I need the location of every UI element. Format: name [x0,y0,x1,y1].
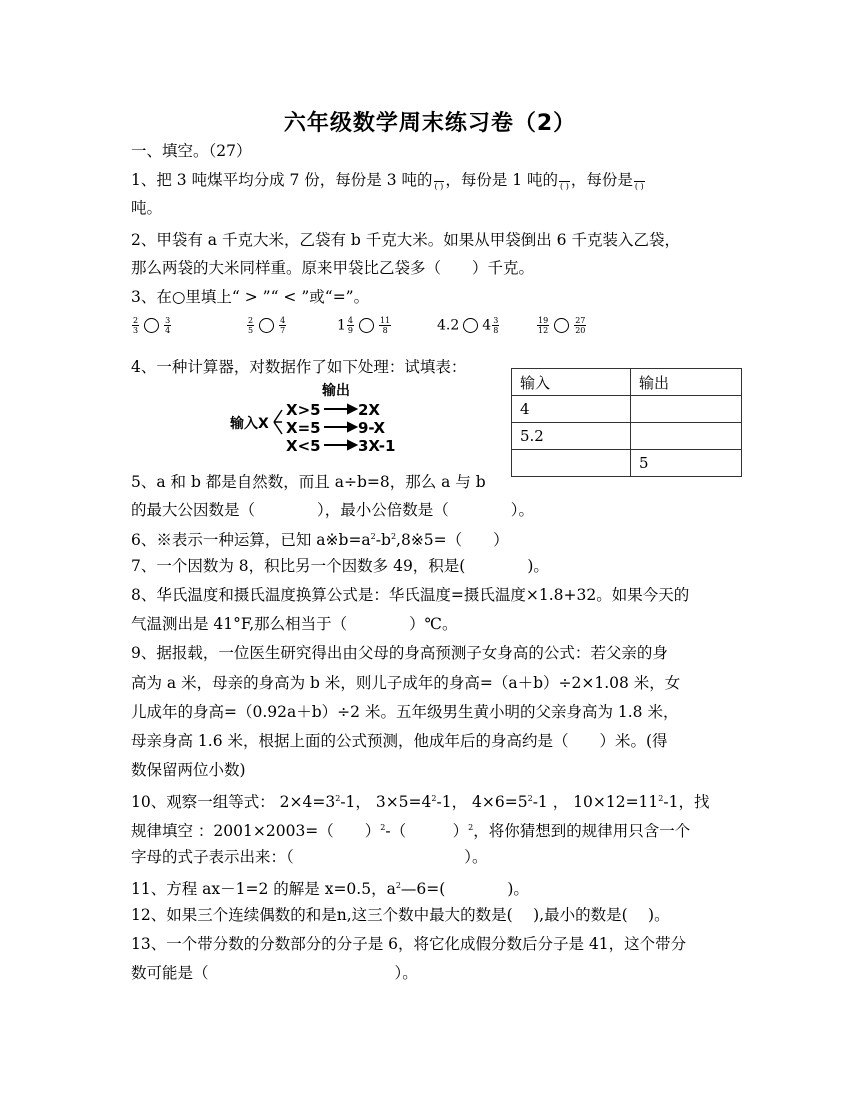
table-cell: 5 [631,450,742,477]
table-header-input: 输入 [512,369,631,396]
page-title: 六年级数学周末练习卷（2） [283,111,577,136]
section-heading: 一、填空。（27） [131,142,252,160]
compare-circle[interactable] [359,318,374,333]
diagram-lines [230,382,410,454]
input-output-table [511,368,742,477]
table-cell: 4 [512,396,631,423]
question-13-line-1: 13、一个带分数的分数部分的分子是 6，将它化成假分数后分子是 41，这个带分 [131,935,687,953]
q1-text-b: ，每份是 1 吨的 [445,171,559,189]
question-6: 6、※表示一种运算，已知 $a※b=a^2-b^2,8※5=$（ ） [131,531,509,550]
question-5-line-1: 5、a 和 b 都是自然数，而且 a÷b=8，那么 a 与 b [131,473,486,491]
q1-text-c: ，每份是 [570,171,633,189]
question-2-line-2: 那么两袋的大米同样重。原来甲袋比乙袋多（ ）千克。 [131,259,535,277]
compare-circle[interactable] [463,318,478,333]
question-10-line-3: 字母的式子表示出来：（ ）。 [131,848,488,866]
question-7: 7、一个因数为 8，积比另一个因数多 49，积是( )。 [131,557,549,575]
compare-item-4: 4.2 4 $\frac{3}{8}$ [437,316,499,335]
arrow-icon [324,405,356,449]
compare-item-1: $\frac{2}{3}$ $\frac{3}{4}$ [133,316,171,335]
diagram-cond-2: X=5 [286,419,321,437]
question-4: 4、一种计算器，对数据作了如下处理：试填表： [131,358,467,376]
compare-item-2: $\frac{2}{5}$ $\frac{4}{7}$ [248,316,286,335]
table-header-output: 输出 [631,369,742,396]
question-12: 12、如果三个连续偶数的和是n,这三个数中最大的数是( ),最小的数是( )。 [131,906,670,924]
diagram-input-label: 输入X [230,416,269,432]
question-10-line-2: 规律填空 ：2001×2003=（ ）$^2$-（ ）$^2$，将你猜想到的规律用只含一个 [131,822,691,841]
question-9-line-3: 儿成年的身高=（0.92a＋b）÷2 米。五年级男生黄小明的父亲身高为 1.8 米， [131,703,679,721]
diagram-output-label: 输出 [322,383,350,399]
compare-item-5: $\frac{19}{12}$ $\frac{27}{20}$ [538,316,586,335]
question-9-line-5: 数保留两位小数) [131,761,246,779]
question-13-line-2: 数可能是（ ）。 [131,964,418,982]
question-3: 3、在○里填上“ > ”“ < ”或“=”。 [131,288,370,306]
question-9-line-4: 母亲身高 1.6 米，根据上面的公式预测，他成年后的身高约是（ ）米。(得 [131,732,668,750]
compare-circle[interactable] [259,318,274,333]
question-8-line-2: 气温测出是 41°F,那么相当于（ ）℃。 [131,615,458,633]
question-11: 11、方程 ax－1=2 的解是 x=0.5，$a^2—6=$( )。 [131,880,529,899]
compare-circle[interactable] [554,318,569,333]
diagram-expr-1: 2X [358,401,381,419]
question-2-line-1: 2、甲袋有 a 千克大米，乙袋有 b 千克大米。如果从甲袋倒出 6 千克装入乙袋， [131,231,680,249]
table-cell-blank[interactable] [631,396,742,423]
calculator-diagram [230,382,410,454]
answer-blank-fraction[interactable]: ( ) [559,172,570,191]
question-5-line-2: 的最大公因数是（ ），最小公倍数是（ ）。 [131,501,535,519]
question-9-line-1: 9、据报载，一位医生研究得出由父母的身高预测子女身高的公式：若父亲的身 [131,644,668,662]
answer-blank-fraction[interactable]: ( ) [434,172,445,191]
table-cell: 5.2 [512,423,631,450]
diagram-expr-2: 9-X [358,419,386,437]
diagram-expr-3: 3X-1 [358,437,396,454]
table-cell-blank[interactable] [631,423,742,450]
question-8-line-1: 8、华氏温度和摄氏温度换算公式是：华氏温度=摄氏温度×1.8+32。如果今天的 [131,586,690,604]
compare-circle[interactable] [144,318,159,333]
compare-item-3: 1 $\frac{4}{9}$ $\frac{11}{8}$ [337,316,391,335]
diagram-cond-1: X>5 [286,401,321,419]
table-cell-blank[interactable] [512,450,631,477]
diagram-cond-3: X<5 [286,437,321,454]
q1-text-d: 吨。 [131,199,163,217]
q1-text-a: 1、把 3 吨煤平均分成 7 份，每份是 3 吨的 [131,171,433,189]
question-9-line-2: 高为 a 米，母亲的身高为 b 米，则儿子成年的身高=（a＋b）÷2×1.08 米，女 [131,674,681,692]
question-1 [131,170,646,191]
answer-blank-fraction[interactable]: ( ) [634,172,645,191]
question-10-line-1: 10、观察一组等式： $2\times 4=3^2-1$， $3\times 5=4^2-1$， $4\times 6=5^2-1$ ， $10\times 12=11^2-1$，找 [131,793,710,812]
